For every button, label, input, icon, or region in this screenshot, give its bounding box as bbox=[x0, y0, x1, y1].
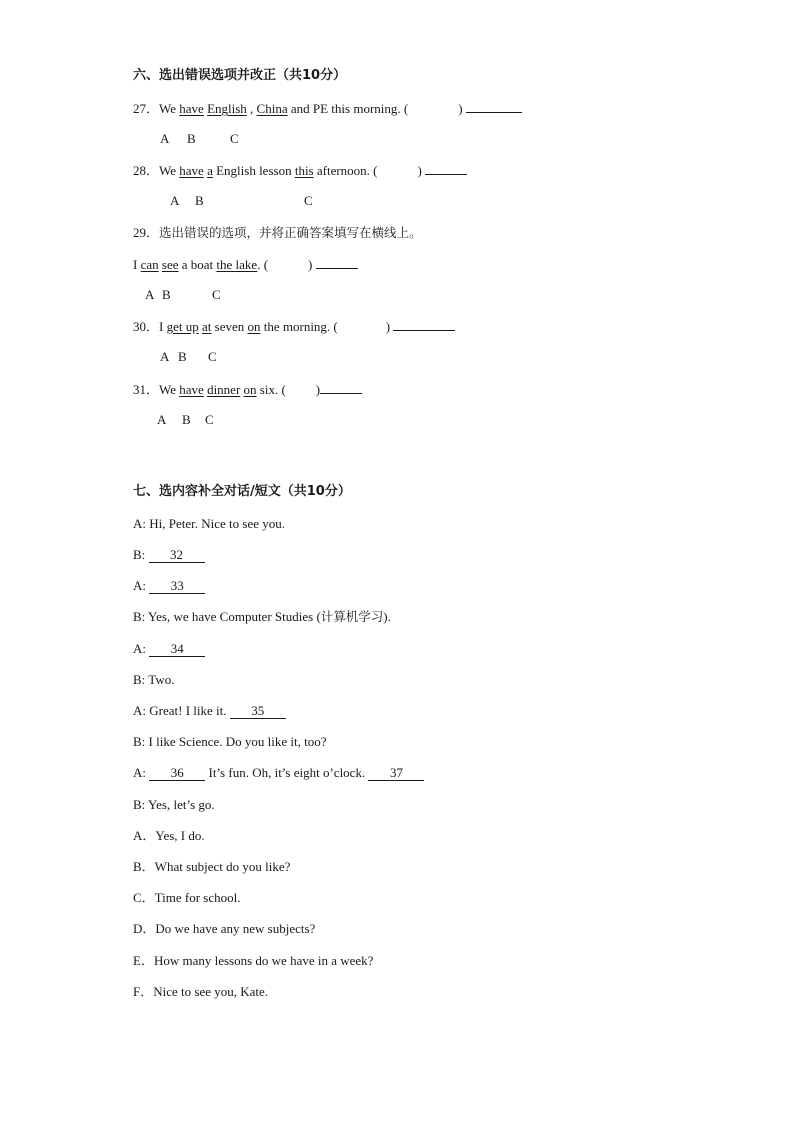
dialogue-line: B: I like Science. Do you like it, too? bbox=[133, 734, 327, 749]
text: We bbox=[159, 163, 180, 178]
option-a-underlined: have bbox=[179, 163, 204, 178]
blank-37[interactable]: 37 bbox=[368, 766, 424, 781]
question-number: 31． bbox=[133, 382, 160, 397]
text: English lesson bbox=[212, 163, 295, 178]
text: , bbox=[246, 101, 257, 116]
dialogue-line: B: Two. bbox=[133, 672, 175, 687]
option-label-b: B bbox=[182, 412, 191, 427]
blank-34[interactable]: 34 bbox=[149, 642, 205, 657]
text: ) bbox=[308, 257, 313, 272]
text: . ( bbox=[257, 257, 269, 272]
dialogue-line bbox=[133, 547, 205, 563]
speaker: A: bbox=[133, 578, 150, 593]
speaker: A: bbox=[133, 765, 150, 780]
text: afternoon. ( bbox=[313, 163, 378, 178]
option-label-c: C bbox=[230, 131, 239, 146]
option-label-c: C bbox=[212, 287, 221, 302]
text: ) bbox=[315, 382, 321, 397]
text: seven bbox=[211, 319, 248, 334]
question-number: 29． bbox=[133, 225, 160, 240]
option-label-b: B bbox=[178, 349, 187, 364]
dialogue-line bbox=[133, 578, 205, 594]
text: I bbox=[159, 319, 167, 334]
choice-b: B．What subject do you like? bbox=[133, 859, 291, 874]
question-27 bbox=[133, 100, 522, 117]
text: A: Great! I like it. bbox=[133, 703, 230, 718]
dialogue-line: A: Hi, Peter. Nice to see you. bbox=[133, 516, 285, 531]
instruction-text: 选出错误的选项，并将正确答案填写在横线上。 bbox=[159, 225, 422, 240]
option-label-c: C bbox=[304, 193, 313, 208]
blank-32[interactable]: 32 bbox=[149, 548, 205, 563]
text: ) bbox=[417, 163, 422, 178]
text: ). bbox=[383, 609, 391, 624]
choice-c: C．Time for school. bbox=[133, 890, 241, 905]
option-c-underlined: China bbox=[256, 101, 288, 116]
option-b-underlined: see bbox=[161, 257, 179, 272]
text: B: Yes, we have Computer Studies ( bbox=[133, 609, 321, 624]
question-number: 28． bbox=[133, 163, 160, 178]
option-a-underlined: have bbox=[179, 382, 204, 397]
question-28 bbox=[133, 162, 467, 179]
option-a-underlined: get up bbox=[166, 319, 199, 334]
correction-blank[interactable] bbox=[425, 162, 467, 175]
dialogue-line: B: Yes, let’s go. bbox=[133, 797, 215, 812]
option-b-underlined: dinner bbox=[207, 382, 241, 397]
question-number: 27． bbox=[133, 101, 160, 116]
question-number: 30． bbox=[133, 319, 160, 334]
option-b-underlined: English bbox=[207, 101, 247, 116]
blank-36[interactable]: 36 bbox=[149, 766, 205, 781]
text: six. ( bbox=[256, 382, 286, 397]
option-b-underlined: at bbox=[202, 319, 212, 334]
text: and PE this morning. ( bbox=[287, 101, 409, 116]
option-a-underlined: can bbox=[140, 257, 159, 272]
blank-33[interactable]: 33 bbox=[149, 579, 205, 594]
option-label-c: C bbox=[205, 412, 214, 427]
option-c-underlined: the lake bbox=[216, 257, 258, 272]
option-label-a: A bbox=[145, 287, 155, 302]
choice-e: E．How many lessons do we have in a week? bbox=[133, 953, 374, 968]
option-c-underlined: on bbox=[247, 319, 261, 334]
dialogue-line bbox=[133, 609, 391, 625]
choice-f: F．Nice to see you, Kate. bbox=[133, 984, 269, 999]
option-c-underlined: on bbox=[243, 382, 257, 397]
choice-d: D．Do we have any new subjects? bbox=[133, 921, 316, 936]
text: the morning. ( bbox=[260, 319, 338, 334]
dialogue-line bbox=[133, 703, 286, 719]
chinese-text: 计算机学习 bbox=[320, 609, 384, 624]
text: We bbox=[159, 382, 180, 397]
option-label-c: C bbox=[208, 349, 217, 364]
question-30 bbox=[133, 318, 455, 335]
choice-a: A．Yes, I do. bbox=[133, 828, 205, 843]
dialogue-line bbox=[133, 641, 205, 657]
correction-blank[interactable] bbox=[316, 256, 358, 269]
option-label-a: A bbox=[160, 349, 170, 364]
correction-blank[interactable] bbox=[466, 100, 522, 113]
option-a-underlined: have bbox=[179, 101, 204, 116]
option-label-a: A bbox=[157, 412, 167, 427]
text: a boat bbox=[178, 257, 217, 272]
option-label-a: A bbox=[160, 131, 170, 146]
text: ) bbox=[385, 319, 391, 334]
correction-blank[interactable] bbox=[320, 381, 362, 394]
option-label-a: A bbox=[170, 193, 180, 208]
section-6-heading: 六、选出错误选项并改正（共10分） bbox=[133, 68, 347, 83]
question-29-instruction bbox=[133, 225, 422, 241]
dialogue-line bbox=[133, 765, 424, 781]
speaker: B: bbox=[133, 547, 149, 562]
blank-35[interactable]: 35 bbox=[230, 704, 286, 719]
text: I bbox=[133, 257, 141, 272]
text: It’s fun. Oh, it’s eight o’clock. bbox=[205, 765, 369, 780]
text: We bbox=[159, 101, 180, 116]
option-label-b: B bbox=[187, 131, 196, 146]
section-7-heading: 七、选内容补全对话/短文（共10分） bbox=[133, 484, 351, 499]
text: ) bbox=[458, 101, 463, 116]
speaker: A: bbox=[133, 641, 150, 656]
question-31 bbox=[133, 381, 362, 398]
option-label-b: B bbox=[162, 287, 171, 302]
option-c-underlined: this bbox=[294, 163, 314, 178]
option-label-b: B bbox=[195, 193, 204, 208]
option-b-underlined: a bbox=[207, 163, 213, 178]
correction-blank[interactable] bbox=[393, 318, 455, 331]
question-29 bbox=[133, 256, 358, 273]
